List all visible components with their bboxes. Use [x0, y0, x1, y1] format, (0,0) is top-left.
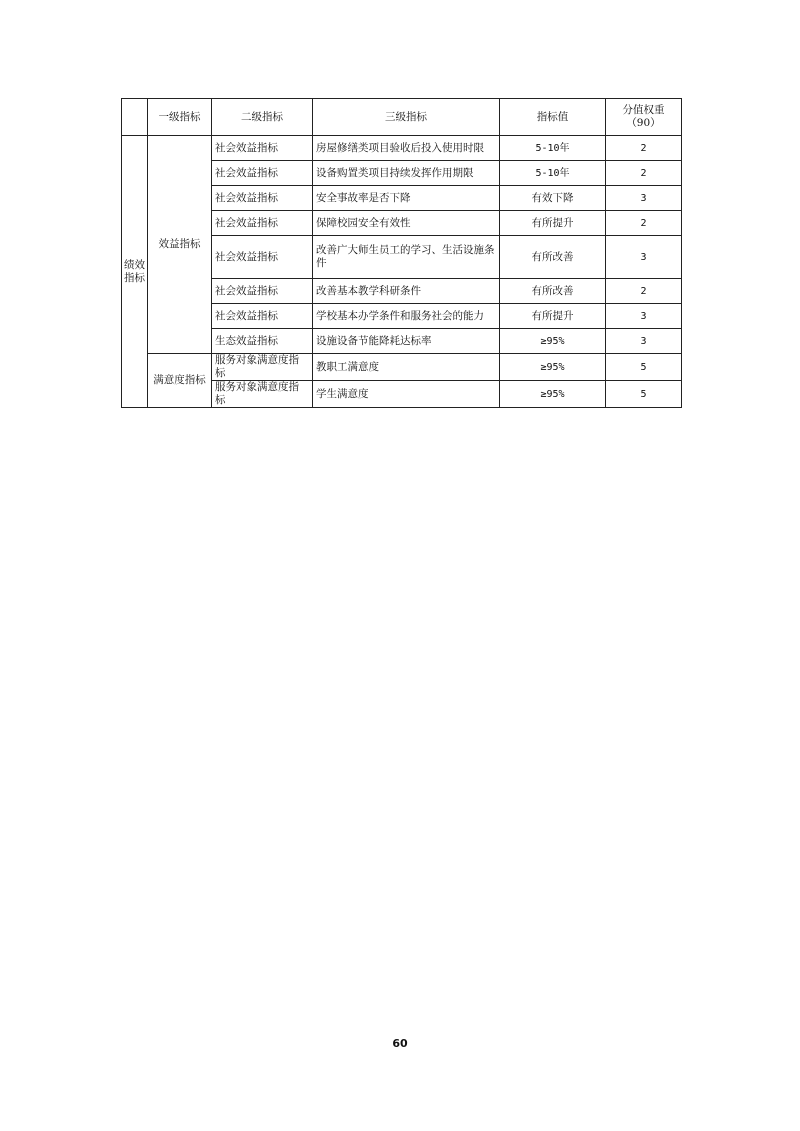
weight-cell: 3: [606, 236, 682, 279]
level2-cell: 社会效益指标: [212, 304, 313, 329]
weight-cell: 5: [606, 354, 682, 381]
header-level2: 二级指标: [212, 99, 313, 136]
level1-benefit-cell: 效益指标: [148, 136, 212, 354]
value-cell: 有所提升: [500, 304, 606, 329]
weight-cell: 2: [606, 161, 682, 186]
weight-cell: 5: [606, 381, 682, 408]
level3-cell: 学校基本办学条件和服务社会的能力: [313, 304, 500, 329]
header-weight: [606, 99, 682, 136]
level2-cell: 社会效益指标: [212, 186, 313, 211]
weight-cell: 2: [606, 211, 682, 236]
level2-cell: 社会效益指标: [212, 136, 313, 161]
level2-cell: 服务对象满意度指标: [212, 354, 313, 381]
level3-cell: 学生满意度: [313, 381, 500, 408]
level3-cell: 保障校园安全有效性: [313, 211, 500, 236]
header-weight-line2: （90）: [626, 117, 661, 129]
level3-cell: 教职工满意度: [313, 354, 500, 381]
table-row: [122, 136, 682, 161]
header-level1: 一级指标: [148, 99, 212, 136]
level2-cell: 服务对象满意度指标: [212, 381, 313, 408]
header-level3: 三级指标: [313, 99, 500, 136]
value-cell: 有效下降: [500, 186, 606, 211]
value-cell: ≥95%: [500, 354, 606, 381]
weight-cell: 3: [606, 304, 682, 329]
level1-satisfaction-cell: 满意度指标: [148, 354, 212, 408]
header-blank-cell: [122, 99, 148, 136]
weight-cell: 2: [606, 279, 682, 304]
value-cell: ≥95%: [500, 381, 606, 408]
value-cell: 有所改善: [500, 279, 606, 304]
level2-cell: 社会效益指标: [212, 161, 313, 186]
level3-cell: 设施设备节能降耗达标率: [313, 329, 500, 354]
table-row: [122, 354, 682, 381]
group-label-line1: 绩效: [124, 258, 145, 271]
level2-cell: 生态效益指标: [212, 329, 313, 354]
level3-cell: 改善基本教学科研条件: [313, 279, 500, 304]
header-weight-line1: 分值权重: [622, 104, 665, 116]
level3-cell: 安全事故率是否下降: [313, 186, 500, 211]
level2-cell: 社会效益指标: [212, 279, 313, 304]
header-value: 指标值: [500, 99, 606, 136]
level3-cell: 改善广大师生员工的学习、生活设施条件: [313, 236, 500, 279]
value-cell: 5-10年: [500, 136, 606, 161]
value-cell: 5-10年: [500, 161, 606, 186]
value-cell: ≥95%: [500, 329, 606, 354]
group-label-line2: 指标: [124, 271, 145, 284]
value-cell: 有所提升: [500, 211, 606, 236]
performance-indicator-table: [121, 98, 682, 408]
table-header-row: [122, 99, 682, 136]
weight-cell: 2: [606, 136, 682, 161]
performance-group-cell: [122, 136, 148, 408]
weight-cell: 3: [606, 329, 682, 354]
weight-cell: 3: [606, 186, 682, 211]
page-number: 60: [392, 1037, 408, 1050]
value-cell: 有所改善: [500, 236, 606, 279]
level2-cell: 社会效益指标: [212, 211, 313, 236]
level2-cell: 社会效益指标: [212, 236, 313, 279]
level3-cell: 设备购置类项目持续发挥作用期限: [313, 161, 500, 186]
level3-cell: 房屋修缮类项目验收后投入使用时限: [313, 136, 500, 161]
